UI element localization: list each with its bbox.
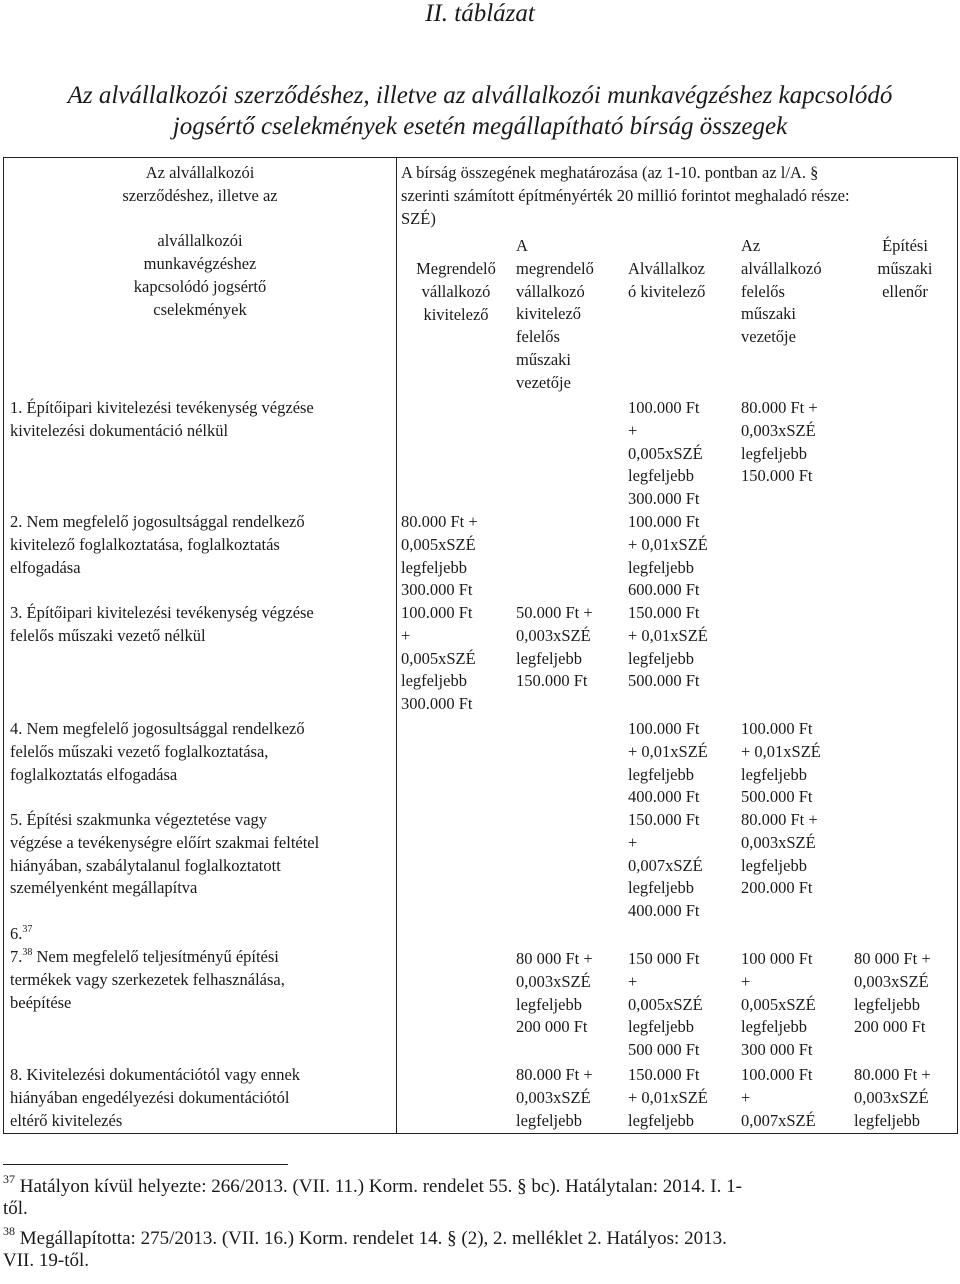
row-8-subcontractor: 150.000 Ft + 0,01xSZÉ legfeljebb xyxy=(628,1065,708,1130)
row-6-label xyxy=(10,923,394,946)
row-8-label: 8. Kivitelezési dokumentációtól vagy ennek hiányában engedélyezési dokumentációtól eltérő kivitelezés xyxy=(10,1065,301,1130)
row-4-subcontractor-manager: 100.000 Ft + 0,01xSZÉ legfeljebb 500.000 Ft xyxy=(741,719,821,807)
table-title: II. táblázat xyxy=(425,0,535,27)
row-8-main-contractor-manager: 80.000 Ft + 0,003xSZÉ legfeljebb xyxy=(516,1065,593,1130)
subheader-main-contractor-manager: A megrendelő vállalkozó kivitelező felelős műszaki vezetője xyxy=(516,236,594,392)
row-6-number: 6. xyxy=(10,924,23,943)
table-subtitle xyxy=(0,80,960,142)
footnote-number: 38 xyxy=(3,1224,15,1238)
row-7-number: 7. xyxy=(10,947,23,966)
row-2-main-contractor: 80.000 Ft + 0,005xSZÉ legfeljebb 300.000 Ft xyxy=(401,512,478,600)
footnote-separator xyxy=(3,1164,288,1165)
subheader-technical-inspector: Építési műszaki ellenőr xyxy=(877,236,933,301)
row-4-label: 4. Nem megfelelő jogosultsággal rendelkező felelős műszaki vezető foglalkoztatása, foglalkoztatás elfogadása xyxy=(10,719,305,784)
footnote-ref-38: 38 xyxy=(22,947,33,958)
row-7-text: Nem megfelelő teljesítményű építési termékek vagy szerkezetek felhasználása, beépítése xyxy=(10,947,285,1012)
footnote-text: Hatályon kívül helyezte: 266/2013. (VII. 11.) Korm. rendelet 55. § bc). Hatálytalan: 2014. I. 1- től. xyxy=(3,1176,742,1219)
footnote-number: 37 xyxy=(3,1172,15,1186)
footnote-text: Megállapította: 275/2013. (VII. 16.) Korm. rendelet 14. § (2), 2. melléklet 2. Hatályos: 2013. VII. 19-től. xyxy=(3,1228,727,1271)
footnote-ref-37: 37 xyxy=(22,924,33,935)
header-fine-calculation: A bírság összegének meghatározása (az 1-10. pontban az l/A. § szerinti számított építményérték 20 millió forintot meghaladó része: SZÉ) xyxy=(401,163,850,228)
row-5-label: 5. Építési szakmunka végeztetése vagy végzése a tevékenységre előírt szakmai feltétel hiányában, szabálytalanul foglalkoztatott személyenként megállapítva xyxy=(10,810,320,898)
row-1-label: 1. Építőipari kivitelezési tevékenység végzése kivitelezési dokumentáció nélkül xyxy=(10,398,314,440)
row-1-subcontractor-manager: 80.000 Ft + 0,003xSZÉ legfeljebb 150.000 Ft xyxy=(741,398,818,486)
subheader-subcontractor: Alvállalkoz ó kivitelező xyxy=(628,259,706,301)
subtitle-line-2: jogsértő cselekmények esetén megállapítható bírság összegek xyxy=(172,113,788,140)
row-7-technical-inspector: 80 000 Ft + 0,003xSZÉ legfeljebb 200 000 Ft xyxy=(854,949,931,1037)
row-7-subcontractor: 150 000 Ft + 0,005xSZÉ legfeljebb 500 000 Ft xyxy=(628,949,703,1060)
row-8-subcontractor-manager: 100.000 Ft + 0,007xSZÉ xyxy=(741,1065,816,1130)
row-3-main-contractor-manager: 50.000 Ft + 0,003xSZÉ legfeljebb 150.000 Ft xyxy=(516,603,593,691)
row-4-subcontractor: 100.000 Ft + 0,01xSZÉ legfeljebb 400.000 Ft xyxy=(628,719,708,807)
footnote-37 xyxy=(3,1172,953,1220)
row-3-main-contractor: 100.000 Ft + 0,005xSZÉ legfeljebb 300.000 Ft xyxy=(401,603,476,714)
row-5-subcontractor-manager: 80.000 Ft + 0,003xSZÉ legfeljebb 200.000 Ft xyxy=(741,810,818,898)
row-7-main-contractor-manager: 80 000 Ft + 0,003xSZÉ legfeljebb 200 000 Ft xyxy=(516,949,593,1037)
row-3-label: 3. Építőipari kivitelezési tevékenység végzése felelős műszaki vezető nélkül xyxy=(10,603,314,645)
row-7-label xyxy=(10,946,394,1014)
footnote-38 xyxy=(3,1224,953,1272)
row-5-subcontractor: 150.000 Ft + 0,007xSZÉ legfeljebb 400.000 Ft xyxy=(628,810,703,921)
row-2-label: 2. Nem megfelelő jogosultsággal rendelkező kivitelező foglalkoztatása, foglalkoztatás elfogadása xyxy=(10,512,305,577)
row-3-subcontractor: 150.000 Ft + 0,01xSZÉ legfeljebb 500.000 Ft xyxy=(628,603,708,691)
row-2-subcontractor: 100.000 Ft + 0,01xSZÉ legfeljebb 600.000 Ft xyxy=(628,512,708,600)
column-divider xyxy=(396,158,397,1133)
penalty-table xyxy=(3,157,958,1134)
row-7-subcontractor-manager: 100 000 Ft + 0,005xSZÉ legfeljebb 300 000 Ft xyxy=(741,949,816,1060)
subheader-subcontractor-manager: Az alvállalkozó felelős műszaki vezetője xyxy=(741,236,822,347)
subheader-main-contractor: Megrendelő vállalkozó kivitelező xyxy=(416,259,496,324)
header-violations: Az alvállalkozói szerződéshez, illetve az alvállalkozói munkavégzéshez kapcsolódó jogsértő cselekmények xyxy=(122,163,278,319)
row-1-subcontractor: 100.000 Ft + 0,005xSZÉ legfeljebb 300.000 Ft xyxy=(628,398,703,509)
row-8-technical-inspector: 80.000 Ft + 0,003xSZÉ legfeljebb xyxy=(854,1065,931,1130)
subtitle-line-1: Az alvállalkozói szerződéshez, illetve az alvállalkozói munkavégzéshez kapcsolódó xyxy=(67,82,893,109)
